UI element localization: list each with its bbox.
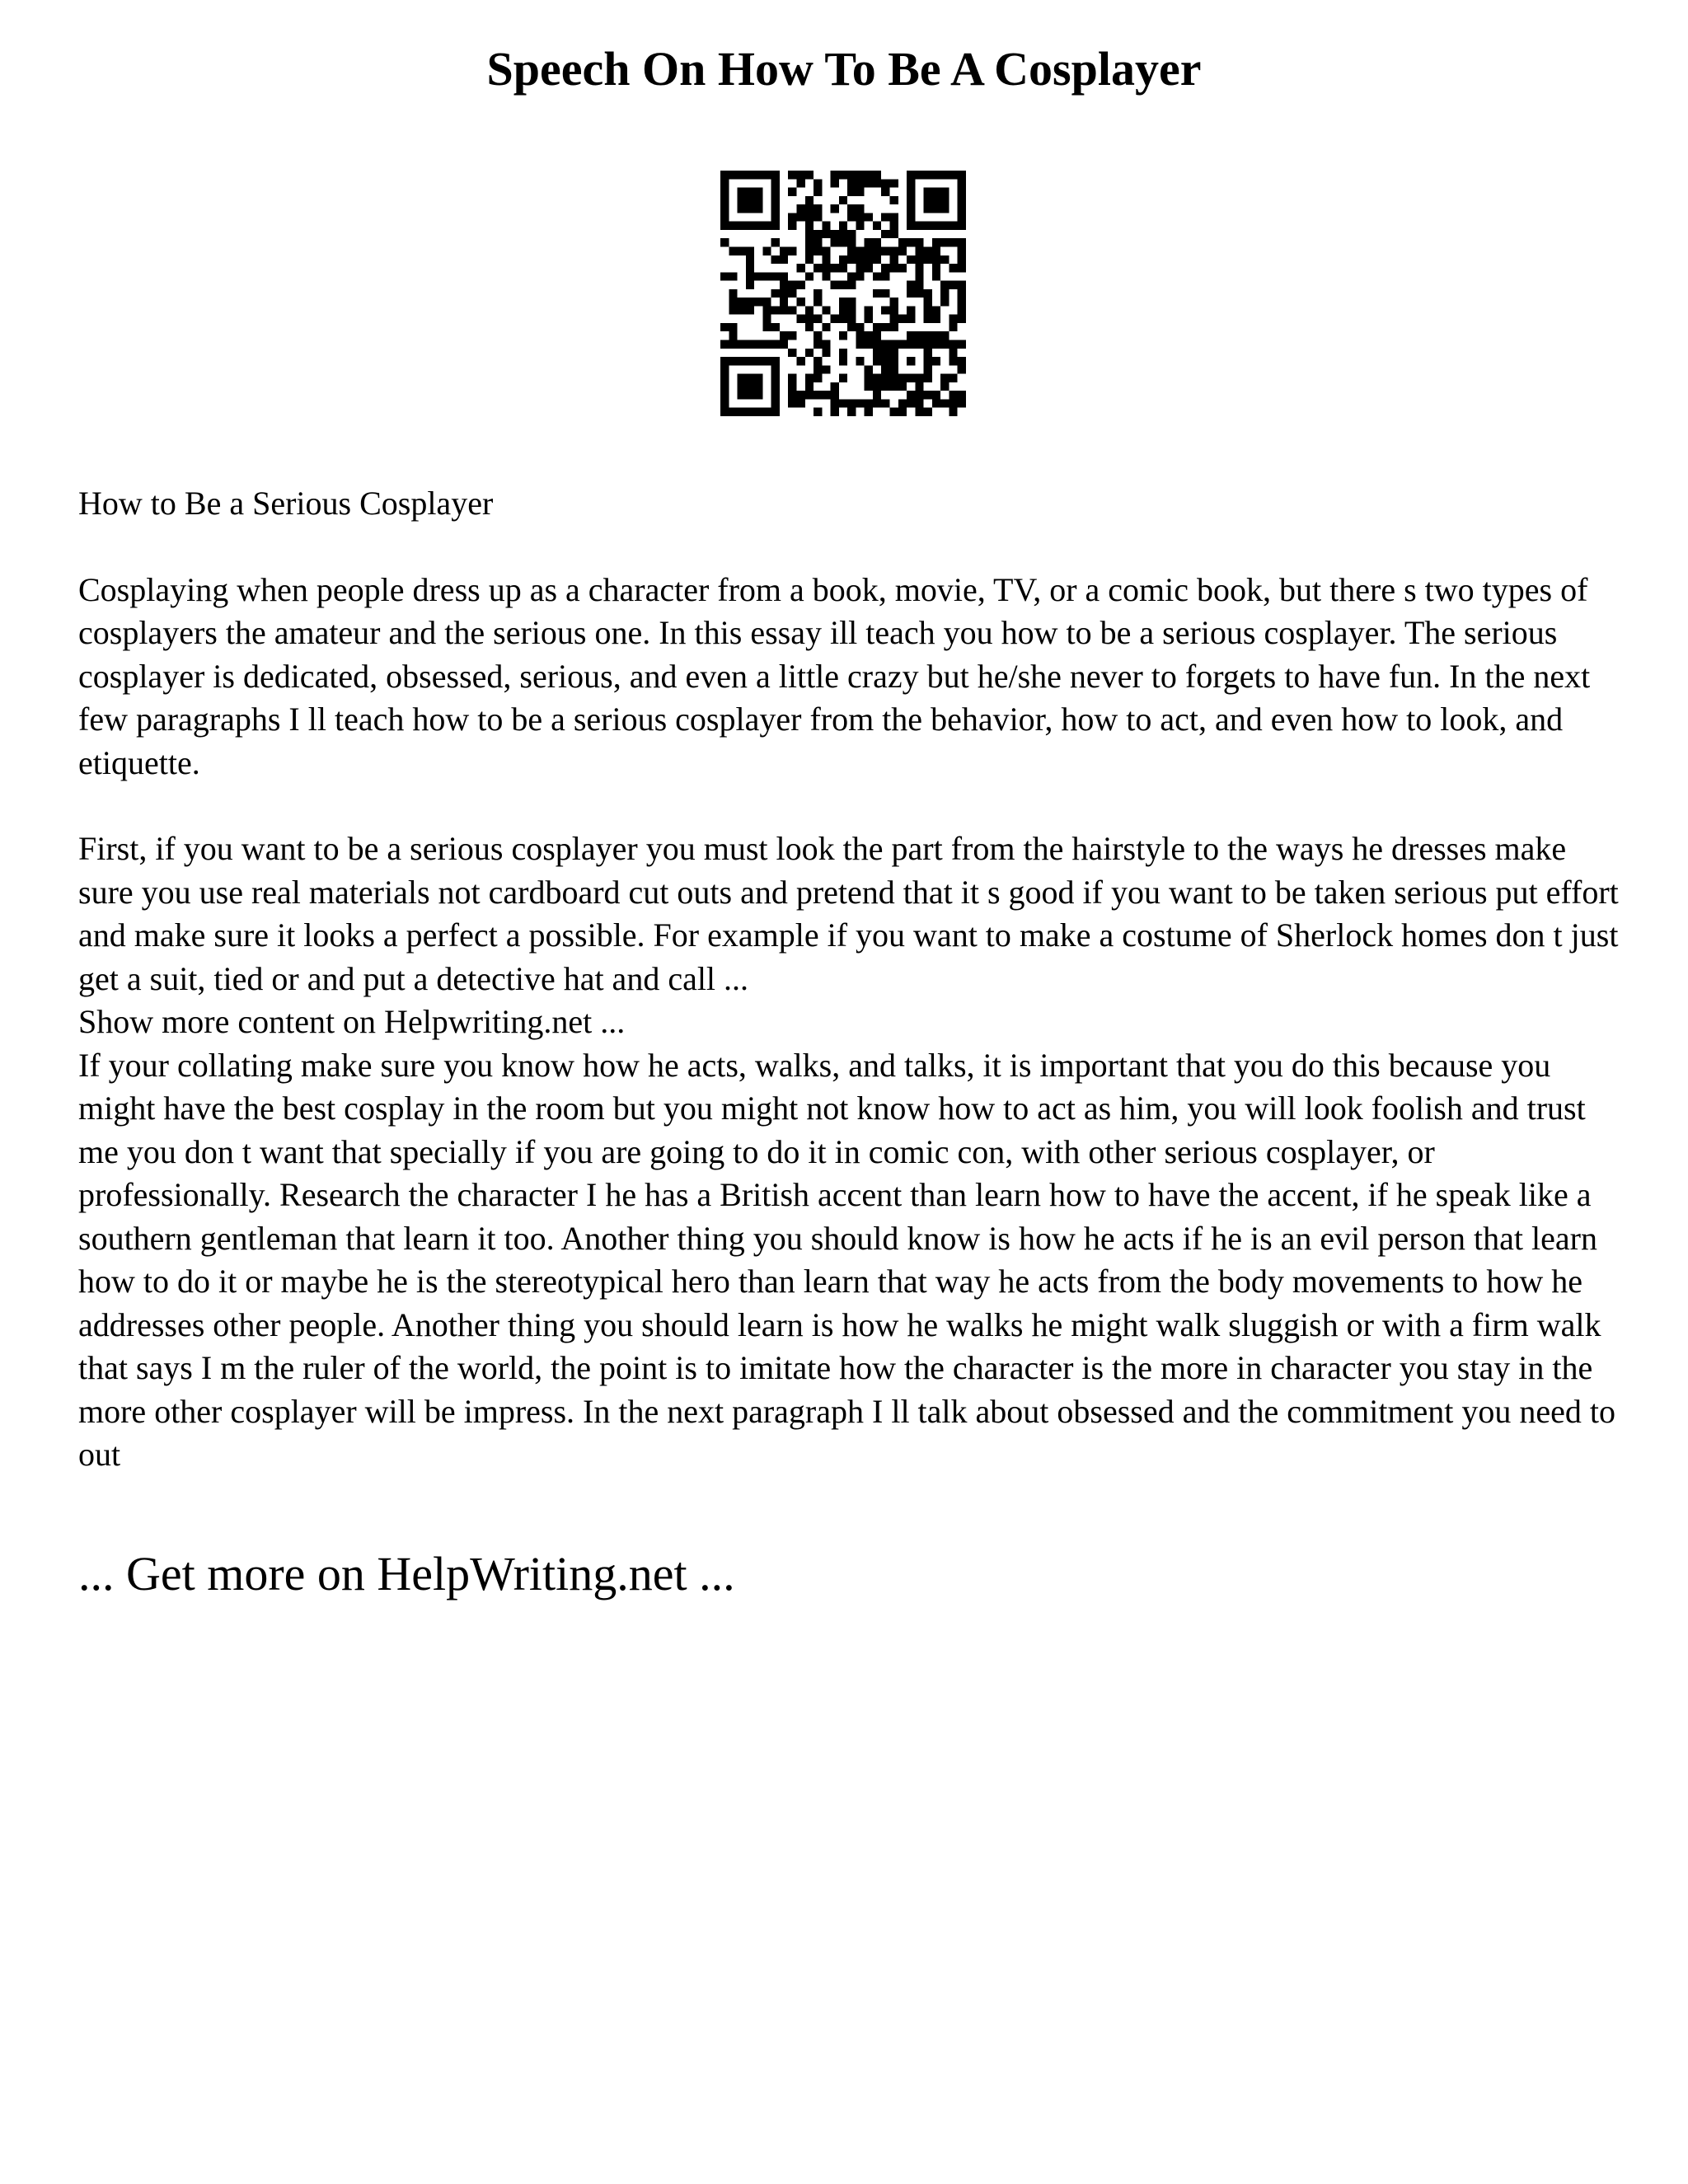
paragraph-second: If your collating make sure you know how he acts, walks, and talks, it is important that you do this because you might have the best cosplay in the room but you might not know how to act as him, you will look foolish and trust me you don t want that specially if you are going to do it in comic con, with other serious cosplayer, or professionally. Research the character I he has a British accent than learn how to have the accent, if he speak like a southern gentleman that learn it too. Another thing you should know is how he acts if he is an evil person that learn how to do it or maybe he is the stereotypical hero than learn that way he acts from the body movements to how he addresses other people. Another thing you should learn is how he walks he might walk sluggish or with a firm walk that says I m the ruler of the world, the point is to imitate how the character is the more in character you stay in the more other cosplayer will be impress. In the next paragraph I ll talk about obsessed and the commitment you need to out <box>78 1046 1616 1473</box>
document-body <box>78 482 1628 1477</box>
qr-code-icon <box>720 171 966 416</box>
get-more-link[interactable]: ... Get more on HelpWriting.net ... <box>78 1547 735 1601</box>
paragraph-intro: Cosplaying when people dress up as a character from a book, movie, TV, or a comic book, but there s two types of cosplayers the amateur and the serious one. In this essay ill teach you how to be a serious cosplayer. The serious cosplayer is dedicated, obsessed, serious, and even a little crazy but he/she never to forgets to have fun. In the next few paragraphs I ll teach how to be a serious cosplayer from the behavior, how to act, and even how to look, and etiquette. <box>78 570 1591 781</box>
paragraph-spacer <box>78 526 1628 569</box>
show-more-link[interactable]: Show more content on Helpwriting.net ... <box>78 1003 626 1040</box>
page-title: Speech On How To Be A Cosplayer <box>486 42 1202 96</box>
paragraph-spacer <box>78 785 1628 827</box>
paragraph-first: First, if you want to be a serious cosplayer you must look the part from the hairstyle to the ways he dresses make sure you use real materials not cardboard cut outs and pretend that it s good if you want to be taken serious put effort and make sure it looks a perfect a possible. For example if you want to make a costume of Sherlock homes don t just get a suit, tied or and put a detective hat and call ... <box>78 830 1619 997</box>
subheading: How to Be a Serious Cosplayer <box>78 485 494 522</box>
